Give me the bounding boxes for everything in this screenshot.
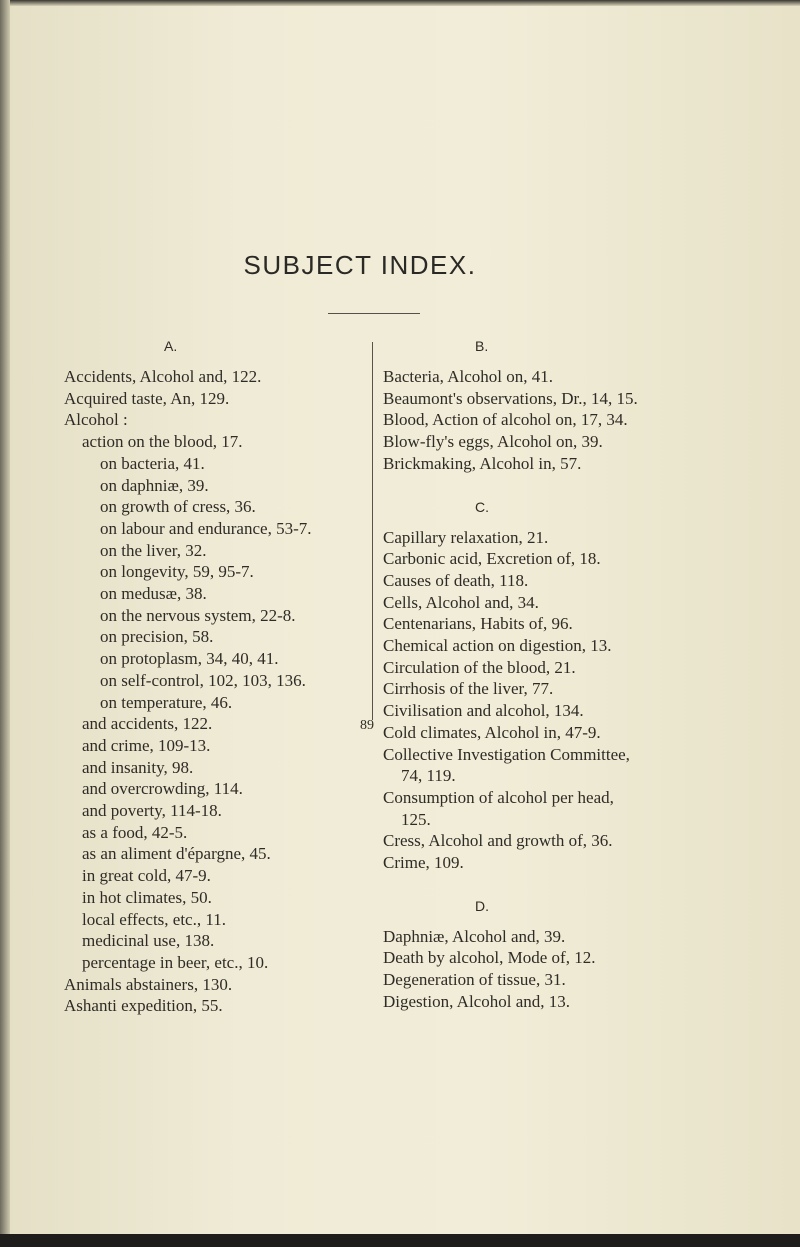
index-entry: Ashanti expedition, 55.	[64, 996, 223, 1016]
index-entry: Cold climates, Alcohol in, 47-9.	[383, 722, 601, 742]
index-entry: on self-control, 102, 103, 136.	[100, 670, 306, 690]
page-top-edge	[0, 0, 800, 6]
index-entry: Carbonic acid, Excretion of, 18.	[383, 549, 601, 569]
index-entry: percentage in beer, etc., 10.	[82, 952, 269, 972]
index-entry: Circulation of the blood, 21.	[383, 657, 576, 677]
section-letter: C.	[475, 498, 489, 515]
index-entry: medicinal use, 138.	[82, 931, 215, 951]
page-number: 89	[360, 718, 374, 733]
index-column-left	[64, 336, 364, 1017]
index-entry: Bacteria, Alcohol on, 41.	[383, 367, 553, 386]
page-bottom-edge	[0, 1234, 800, 1247]
index-entry: Centenarians, Habits of, 96.	[383, 614, 573, 634]
index-entry: and accidents, 122.	[82, 714, 213, 734]
index-entry: Cirrhosis of the liver, 77.	[383, 679, 554, 699]
section-gap	[383, 874, 643, 896]
index-entry: and poverty, 114-18.	[82, 801, 222, 821]
index-entry: Capillary relaxation, 21.	[383, 527, 549, 547]
index-entry: Digestion, Alcohol and, 13.	[383, 991, 570, 1011]
title-rule	[328, 313, 420, 314]
section-letter: D.	[475, 897, 489, 914]
index-entry: local effects, etc., 11.	[82, 909, 226, 929]
index-entry: Cress, Alcohol and growth of, 36.	[383, 831, 613, 851]
index-entry: on the liver, 32.	[100, 540, 207, 560]
index-entry: on temperature, 46.	[100, 692, 233, 712]
index-entry: Chemical action on digestion, 13.	[383, 636, 612, 656]
index-entry: in great cold, 47-9.	[82, 866, 211, 886]
index-entry: on growth of cress, 36.	[100, 497, 256, 517]
section-gap	[383, 475, 643, 497]
index-entry: as a food, 42-5.	[82, 822, 188, 842]
index-entry: on precision, 58.	[100, 627, 214, 647]
index-entry: Animals abstainers, 130.	[64, 974, 233, 994]
index-entry: and crime, 109-13.	[82, 735, 211, 755]
index-entry: Consumption of alcohol per head, 125.	[383, 787, 614, 829]
index-entry: on longevity, 59, 95-7.	[100, 562, 254, 582]
index-entry: Causes of death, 118.	[383, 570, 529, 590]
index-entry: on bacteria, 41.	[100, 453, 205, 473]
index-entry: Acquired taste, An, 129.	[64, 388, 230, 408]
index-entry: Civilisation and alcohol, 134.	[383, 701, 584, 721]
index-entry: Crime, 109.	[383, 853, 464, 873]
index-entry: on daphniæ, 39.	[100, 475, 209, 495]
index-entry: Blood, Action of alcohol on, 17, 34.	[383, 410, 628, 430]
index-entry: in hot climates, 50.	[82, 887, 212, 907]
index-entry: on medusæ, 38.	[100, 584, 207, 604]
page-title: SUBJECT INDEX.	[243, 250, 477, 280]
section-letter: A.	[164, 338, 178, 354]
index-entry: and overcrowding, 114.	[82, 779, 243, 799]
index-entry: Brickmaking, Alcohol in, 57.	[383, 453, 582, 473]
index-entry: action on the blood, 17.	[82, 432, 243, 452]
page-left-edge	[0, 0, 10, 1247]
index-entry: on protoplasm, 34, 40, 41.	[100, 649, 279, 669]
index-entry: Death by alcohol, Mode of, 12.	[383, 948, 596, 968]
index-entry: Cells, Alcohol and, 34.	[383, 592, 539, 612]
index-entry: Blow-fly's eggs, Alcohol on, 39.	[383, 432, 603, 452]
index-entry: Alcohol :	[64, 410, 128, 430]
section-letter: B.	[475, 338, 489, 354]
index-entry: on the nervous system, 22-8.	[100, 605, 296, 625]
index-entry: as an aliment d'épargne, 45.	[82, 844, 271, 864]
index-column-right	[383, 336, 643, 1013]
index-entry: Degeneration of tissue, 31.	[383, 970, 566, 990]
index-entry: Daphniæ, Alcohol and, 39.	[383, 926, 566, 946]
index-entry: on labour and endurance, 53-7.	[100, 518, 312, 538]
index-entry: Beaumont's observations, Dr., 14, 15.	[383, 388, 638, 408]
index-entry: and insanity, 98.	[82, 757, 194, 777]
column-divider	[372, 342, 373, 720]
index-entry: Collective Investigation Committee, 74, 119.	[383, 744, 630, 786]
index-entry: Accidents, Alcohol and, 122.	[64, 367, 262, 386]
